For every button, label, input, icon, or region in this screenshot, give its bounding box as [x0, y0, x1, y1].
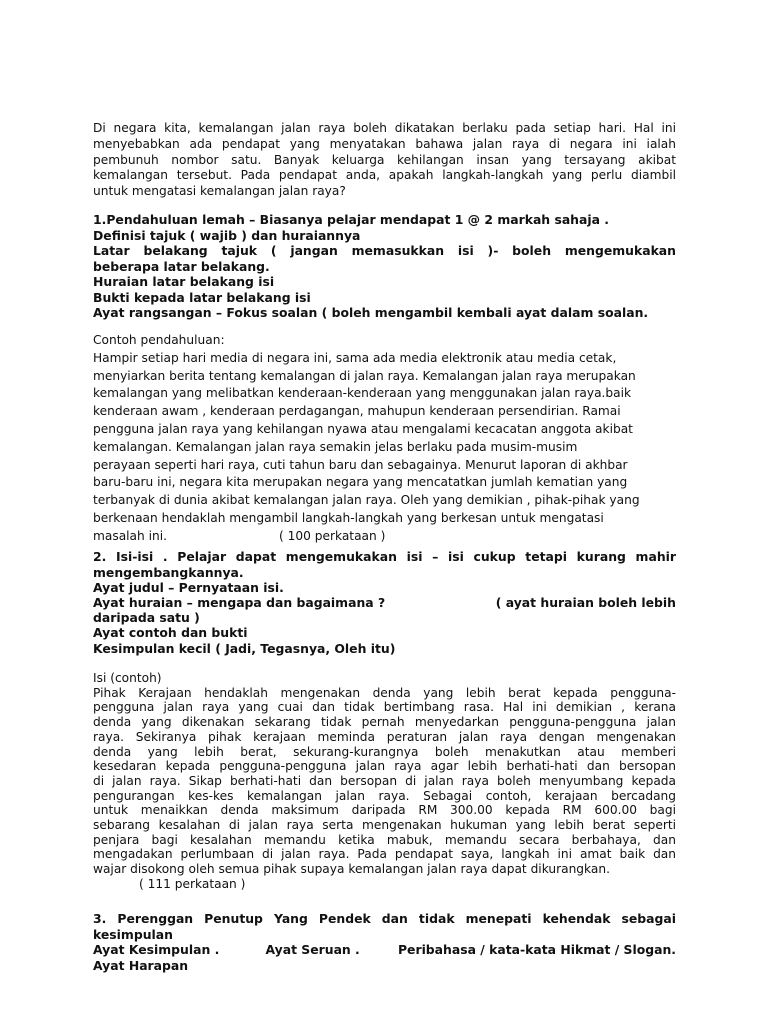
text-line: terbanyak di dunia akibat kemalangan jalan raya. Oleh yang demikian , pihak-pihak yang	[93, 493, 640, 508]
text-line: kenderaan awam , kenderaan perdagangan, mahupun kenderaan persendirian. Ramai	[93, 404, 621, 419]
section-2-title: 2. Isi-isi . Pelajar dapat mengemukakan isi – isi cukup tetapi kurang mahir	[93, 549, 676, 564]
section-2-point-b: ( ayat huraian boleh lebih	[495, 594, 676, 610]
example-content	[93, 671, 676, 892]
example-title: Isi (contoh)	[93, 671, 162, 685]
text-line: raya. Sekiranya pihak kerajaan meminda peraturan jalan raya dengan mengenakan	[93, 729, 676, 744]
section-1-title: 1.Pendahuluan lemah – Biasanya pelajar mendapat 1 @ 2 markah sahaja .	[93, 212, 609, 227]
word-count: ( 100 perkataan )	[278, 528, 386, 543]
text-line: Hampir setiap hari media di negara ini, sama ada media elektronik atau media cetak,	[93, 350, 617, 365]
section-3-title-cont: kesimpulan	[93, 926, 173, 942]
word-count: ( 111 perkataan )	[139, 876, 246, 891]
text-line: kemalangan tersebut. Pada pendapat anda, apakah langkah-langkah yang perlu diambil	[93, 168, 676, 183]
example-title: Contoh pendahuluan:	[93, 333, 225, 347]
section-2-point-a: Ayat huraian – mengapa dan bagaimana ?	[93, 594, 386, 610]
text-line: pengguna jalan raya yang kehilangan nyawa atau mengalami kecacatan anggota akibat	[93, 421, 633, 436]
text-line: pengguna jalan raya yang cuai dan tidak bertimbang rasa. Hal ini demikian , kerana	[93, 700, 676, 715]
text-line: kemalangan yang melibatkan kenderaan-kenderaan yang menggunakan jalan raya.baik	[93, 386, 632, 401]
section-2-heading	[93, 549, 676, 656]
example-introduction	[93, 332, 676, 546]
text-line: menyiarkan berita tentang kemalangan di jalan raya. Kemalangan jalan raya merupakan	[93, 368, 636, 383]
section-1-point: Definisi tajuk ( wajib ) dan huraiannya	[93, 227, 361, 243]
section-1-point: Latar belakang tajuk ( jangan memasukkan isi )- boleh mengemukakan	[93, 243, 676, 258]
section-3-heading	[93, 911, 676, 973]
text-line: menyebabkan ada pendapat yang menyatakan bahawa jalan raya di negara ini ialah	[93, 136, 676, 151]
section-3-point: Peribahasa / kata-kata Hikmat / Slogan.	[397, 942, 676, 957]
section-1-point: beberapa latar belakang.	[93, 258, 270, 274]
text-line: denda yang lebih berat, sekurang-kurangnya boleh menakutkan atau memberi	[93, 744, 676, 759]
section-1-point: Bukti kepada latar belakang isi	[93, 289, 311, 305]
section-3-point: Ayat Harapan	[93, 957, 189, 973]
text-line: denda yang dikenakan sekarang tidak pernah menyedarkan pengguna-pengguna jalan	[93, 715, 676, 730]
text-line: untuk menaikkan denda maksimum daripada RM 300.00 kepada RM 600.00 bagi	[93, 803, 676, 818]
section-2-point: Kesimpulan kecil ( Jadi, Tegasnya, Oleh itu)	[93, 640, 396, 656]
text-line: Di negara kita, kemalangan jalan raya boleh dikatakan berlaku pada setiap hari. Hal ini	[93, 121, 676, 135]
section-3-point-row	[93, 942, 676, 958]
section-3-title: 3. Perenggan Penutup Yang Pendek dan tidak menepati kehendak sebagai	[93, 911, 676, 926]
text-line: perayaan seperti hari raya, cuti tahun baru dan sebagainya. Menurut laporan di akhbar	[93, 457, 628, 472]
section-3-point: Ayat Seruan .	[265, 942, 360, 957]
text-line: kesedaran kepada pengguna-pengguna jalan raya agar lebih berhati-hati dan bersopan	[93, 759, 676, 774]
text-line: pembunuh nombor satu. Banyak keluarga kehilangan insan yang tersayang akibat	[93, 152, 676, 167]
text-line	[93, 528, 676, 546]
text-line: pengurangan kes-kes kemalangan jalan raya. Sebagai contoh, kerajaan bercadang	[93, 788, 676, 803]
text-line: Pihak Kerajaan hendaklah mengenakan denda yang lebih berat kepada pengguna-	[93, 685, 676, 700]
text-line: sebarang kesalahan di jalan raya serta mengenakan hukuman yang lebih berat seperti	[93, 818, 676, 833]
section-1-point: Ayat rangsangan – Fokus soalan ( boleh mengambil kembali ayat dalam soalan.	[93, 305, 649, 320]
section-1-heading	[93, 212, 676, 321]
question-paragraph	[93, 121, 676, 200]
text-line: di jalan raya. Sikap berhati-hati dan bersopan di jalan raya boleh menyumbang kepada	[93, 773, 676, 788]
section-2-point	[93, 595, 676, 610]
section-1-point: Huraian latar belakang isi	[93, 274, 275, 289]
section-2-point: daripada satu )	[93, 610, 200, 626]
section-2-title-cont: mengembangkannya.	[93, 564, 244, 580]
text-line-end: masalah ini.	[93, 528, 167, 543]
section-3-point: Ayat Kesimpulan .	[93, 942, 220, 957]
text-line: penjara bagi kesalahan memandu ketika mabuk, memandu secara berbahaya, dan	[93, 832, 676, 847]
section-2-point: Ayat judul – Pernyataan isi.	[93, 579, 284, 595]
section-2-point: Ayat contoh dan bukti	[93, 625, 248, 641]
text-line: berkenaan hendaklah mengambil langkah-langkah yang berkesan untuk mengatasi	[93, 510, 604, 525]
text-line: untuk mengatasi kemalangan jalan raya?	[93, 184, 346, 199]
text-line: wajar disokong oleh semua pihak supaya kemalangan jalan raya dapat dikurangkan.	[93, 862, 610, 877]
text-line: kemalangan. Kemalangan jalan raya semakin jelas berlaku pada musim-musim	[93, 439, 578, 454]
text-line: mengadakan perlumbaan di jalan raya. Pada pendapat saya, langkah ini amat baik dan	[93, 847, 676, 862]
text-line: baru-baru ini, negara kita merupakan negara yang mencatatkan jumlah kematian yang	[93, 475, 628, 490]
